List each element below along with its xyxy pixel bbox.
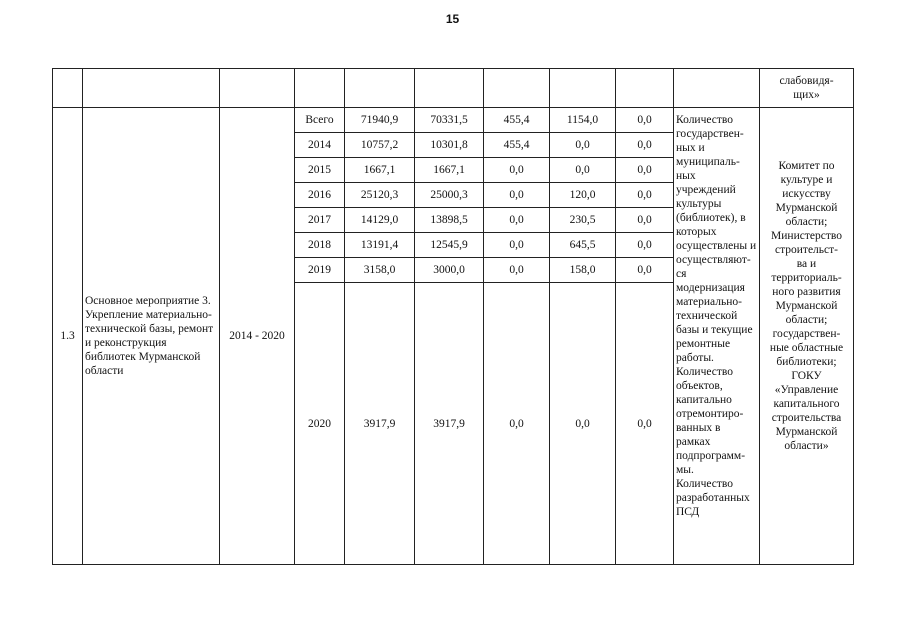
- value-total: 25120,3: [345, 183, 415, 208]
- executor-continuation: слабовидя- щих»: [760, 69, 854, 108]
- value-regional: 1667,1: [415, 158, 484, 183]
- measure-name: Основное мероприятие 3. Укрепление материально-технической базы, ремонт и реконструкция библиотек Мурманской области: [83, 108, 220, 565]
- value-other: 0,0: [616, 258, 674, 283]
- value-local: 120,0: [550, 183, 616, 208]
- executors: Комитет по культуре и искусству Мурманской области; Министерство строительст- ва и территориаль- ного развития Мурманской области; государствен- ные областные библиотеки; ГОКУ «Управление капитального строительства Мурманской области»: [760, 108, 854, 565]
- value-other: 0,0: [616, 283, 674, 565]
- value-total: 10757,2: [345, 133, 415, 158]
- value-total: 13191,4: [345, 233, 415, 258]
- value-regional: 3000,0: [415, 258, 484, 283]
- cell-empty: [220, 69, 295, 108]
- value-local: 0,0: [550, 283, 616, 565]
- cell-empty: [345, 69, 415, 108]
- year-label: 2016: [295, 183, 345, 208]
- value-total: 14129,0: [345, 208, 415, 233]
- value-other: 0,0: [616, 108, 674, 133]
- value-local: 0,0: [550, 158, 616, 183]
- year-row: [53, 108, 854, 133]
- value-federal: 0,0: [484, 158, 550, 183]
- value-local: 645,5: [550, 233, 616, 258]
- year-label: 2020: [295, 283, 345, 565]
- value-regional: 12545,9: [415, 233, 484, 258]
- value-federal: 455,4: [484, 108, 550, 133]
- year-label: Всего: [295, 108, 345, 133]
- value-total: 71940,9: [345, 108, 415, 133]
- value-federal: 0,0: [484, 258, 550, 283]
- indicators: Количество государствен- ных и муниципаль- ных учреждений культуры (библиотек), в которых осуществлены и осуществляют- ся модернизация материально-технической базы и текущие ремонтные работы. Количество объектов, капитально отремонтиро- ванных в рамках подпрограмм- мы. Количество разработанных ПСД: [674, 108, 760, 565]
- value-regional: 70331,5: [415, 108, 484, 133]
- period: 2014 - 2020: [220, 108, 295, 565]
- cell-empty: [484, 69, 550, 108]
- value-federal: 0,0: [484, 233, 550, 258]
- cell-empty: [674, 69, 760, 108]
- measures-table: [52, 68, 854, 565]
- year-label: 2019: [295, 258, 345, 283]
- cell-empty: [616, 69, 674, 108]
- value-other: 0,0: [616, 208, 674, 233]
- page-number: 15: [445, 12, 460, 26]
- year-label: 2018: [295, 233, 345, 258]
- year-label: 2015: [295, 158, 345, 183]
- value-local: 230,5: [550, 208, 616, 233]
- cell-empty: [83, 69, 220, 108]
- value-federal: 0,0: [484, 208, 550, 233]
- value-total: 1667,1: [345, 158, 415, 183]
- value-federal: 455,4: [484, 133, 550, 158]
- value-regional: 25000,3: [415, 183, 484, 208]
- value-local: 158,0: [550, 258, 616, 283]
- value-federal: 0,0: [484, 283, 550, 565]
- value-federal: 0,0: [484, 183, 550, 208]
- cell-empty: [295, 69, 345, 108]
- value-other: 0,0: [616, 233, 674, 258]
- value-total: 3917,9: [345, 283, 415, 565]
- value-local: 0,0: [550, 133, 616, 158]
- year-label: 2014: [295, 133, 345, 158]
- value-other: 0,0: [616, 133, 674, 158]
- cell-empty: [53, 69, 83, 108]
- row-number: 1.3: [53, 108, 83, 565]
- value-regional: 10301,8: [415, 133, 484, 158]
- continuation-row: [53, 69, 854, 108]
- year-label: 2017: [295, 208, 345, 233]
- value-total: 3158,0: [345, 258, 415, 283]
- value-regional: 3917,9: [415, 283, 484, 565]
- value-other: 0,0: [616, 183, 674, 208]
- value-regional: 13898,5: [415, 208, 484, 233]
- cell-empty: [415, 69, 484, 108]
- cell-empty: [550, 69, 616, 108]
- value-other: 0,0: [616, 158, 674, 183]
- value-local: 1154,0: [550, 108, 616, 133]
